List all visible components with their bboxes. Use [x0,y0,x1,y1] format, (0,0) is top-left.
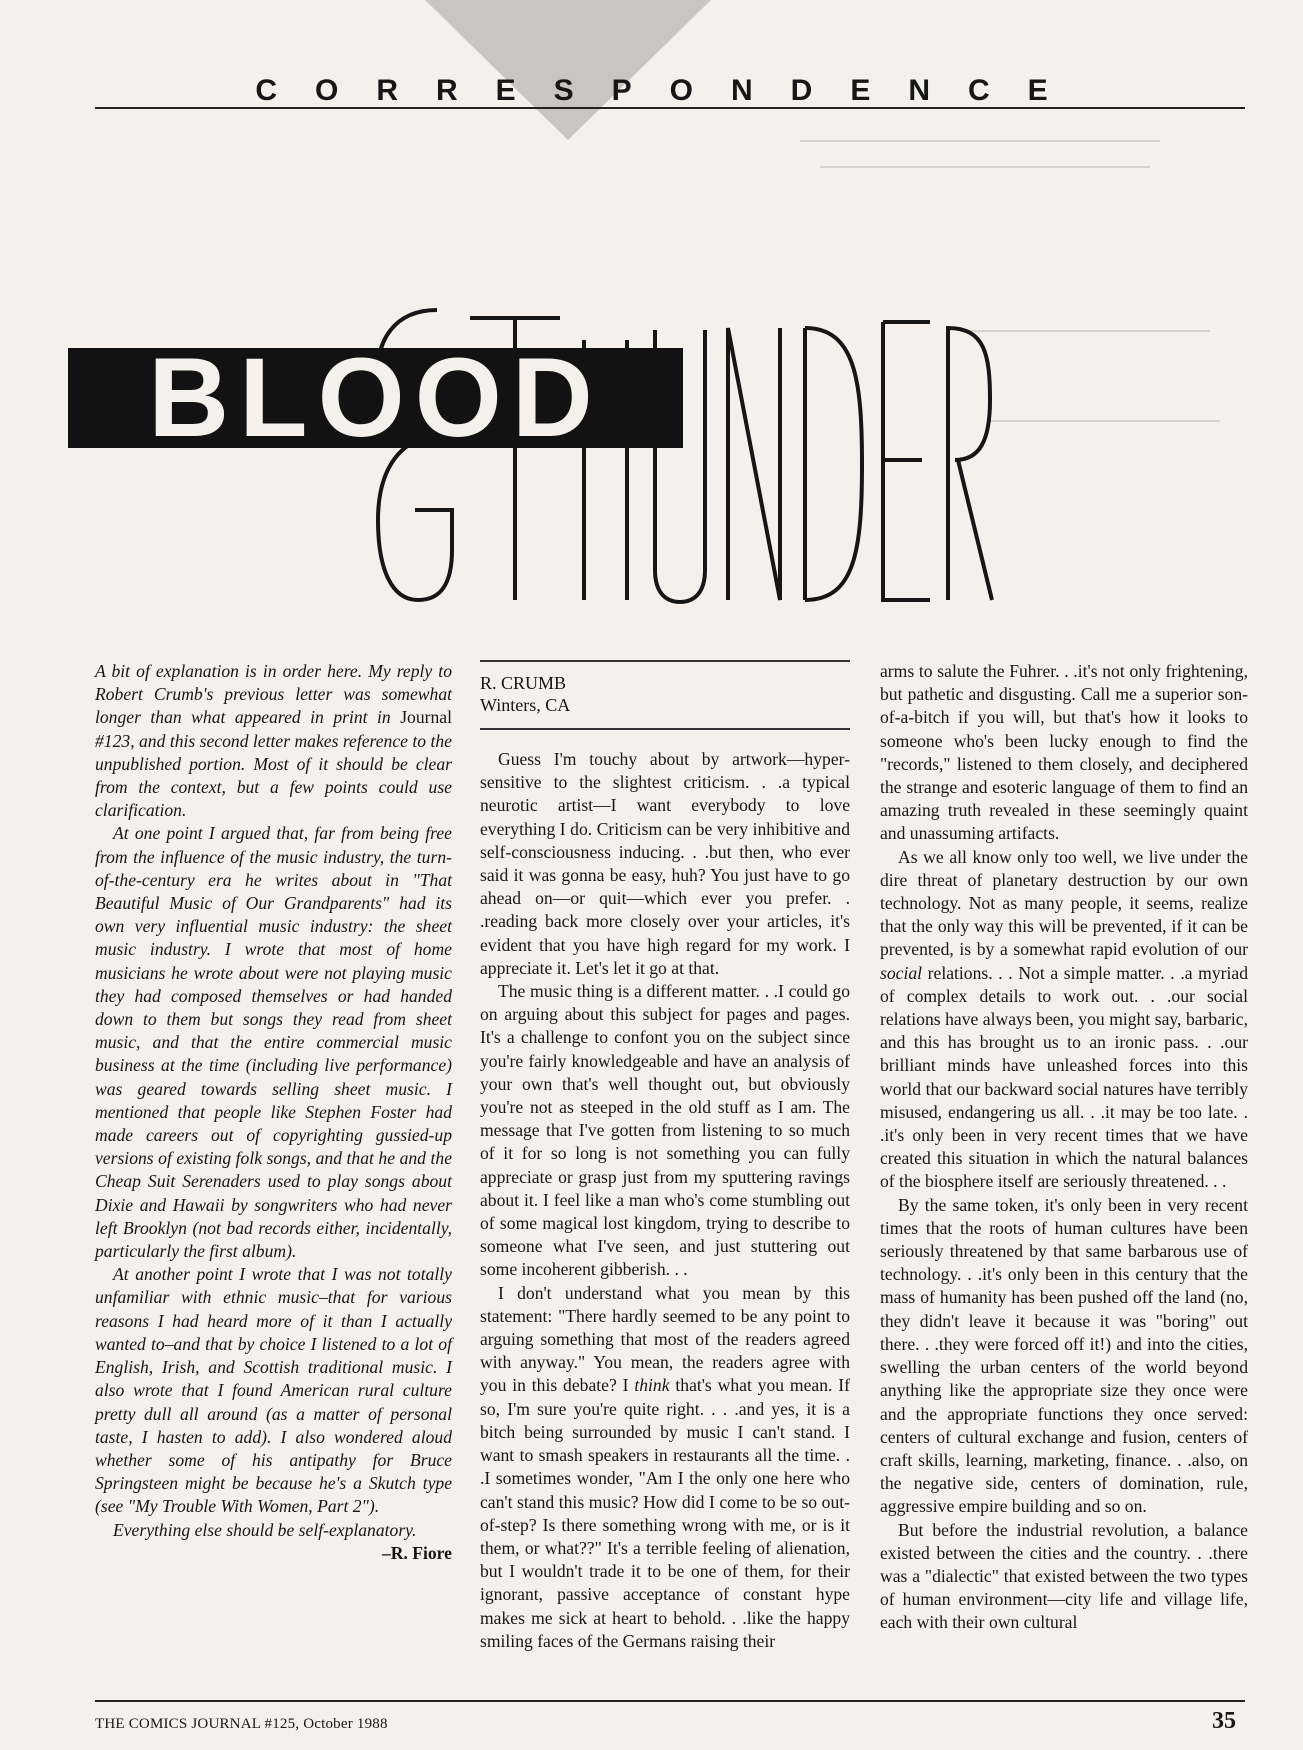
page-number: 35 [1212,1708,1236,1734]
letter-paragraph: arms to salute the Fuhrer. . .it's not only frightening, but pathetic and disgusting. Call me a superior son-of-a-bitch if you will, but that's how it looks to someone who's been lucky enough to find the "records," listened to them closely, and deciphered the strange and esoteric language of them to find an amazing truth revealed in these seemingly quaint and unassuming artifacts. [880,661,1248,844]
editor-note-paragraph: A bit of explanation is in order here. My reply to Robert Crumb's previous letter was somewhat longer than what appeared in print in Journal #123, and this second letter makes reference to the unpublished portion. Most of it should be clear from the context, but a few points could use clarification. [95,661,452,821]
header-rule [95,107,1245,109]
letter-paragraph: I don't understand what you mean by this statement: "There hardly seemed to be any point to arguing something that most of the readers agreed with anyway." You mean, the readers agree with you in this debate? I think that's what you mean. If so, I'm sure you're quite right. . . .and yes, it is a bitch being surrounded by music I can't stand. I want to smash speakers in restaurants all the time. . .I sometimes wonder, "Am I the only one here who can't stand this music? How did I come to be so out-of-step? Is there something wrong with me, or is it them, or what??" It's a terrible feeling of alienation, but I wouldn't trade it to be one of them, for their ignorant, passive acceptance of constant hype makes me sick at heart to behold. . .like the happy smiling faces of the Germans raising their [480,1282,850,1651]
letter-column-right [880,660,1248,1635]
letter-location: Winters, CA [480,695,571,715]
editor-note-column [95,660,452,1565]
decorative-wedge [425,0,711,140]
letter-byline [480,662,850,728]
letter-paragraph: Guess I'm touchy about by artwork—hyper-sensitive to the slightest criticism. . .a typical neurotic artist—I want everybody to love everything I do. Criticism can be very inhibitive and self-consciousness inducing. . .but then, who ever said it was gonna be easy, huh? You just have to go ahead on—or quit—which ever you prefer. . .reading back more closely over your articles, it's evident that you have high regard for my work. I appreciate it. Let's let it go at that. [480,749,850,978]
letter-paragraph: By the same token, it's only been in very recent times that the roots of human cultures have been seriously threatened by that same barbarous use of technology. . .it's only been in this century that the mass of humanity has been pushed off the land (no, they didn't leave it because it was "boring" out there. . .they were forced off it!) and into the cities, swelling the urban centers of the world beyond anything like the appropriate size they once were and the appropriate functions they once served: centers of cultural exchange and fusion, centers of craft skills, learning, marketing, finance. . .also, on the negative side, centers of domination, rule, aggressive empire building and so on. [880,1194,1248,1517]
publication-credit: THE COMICS JOURNAL #125, October 1988 [95,1716,388,1732]
footer-rule [95,1700,1245,1702]
bleed-through-line [820,166,1150,168]
letter-paragraph: The music thing is a different matter. . .I could go on arguing about this subject for pages and pages. It's a challenge to confont you on the subject since you're fairly knowledgeable and have an analysis of your own that's well thought out, but obviously you're not as steeped in the old stuff as I am. The message that I've gotten from listening to so much of it for so long is not something you can fully appreciate or grasp just from my sputtering ravings about it. I feel like a man who's come stumbling out of some magical lost kingdom, trying to describe to someone what I've seen, and just stuttering out some incoherent gibberish. . . [480,981,850,1280]
section-header: CORRESPONDENCE [255,74,1086,107]
title-artwork [0,300,1303,620]
bleed-through-line [800,140,1160,142]
letter-author: R. CRUMB [480,673,567,693]
editor-note-paragraph: At one point I argued that, far from being free from the influence of the music industry, the turn-of-the-century era he writes about in "That Beautiful Music of Our Grandparents" had its own very influential music industry: the sheet music industry. I wrote that most of home musicians he wrote about were not playing music they had composed themselves or had handed down to them but songs they read from sheet music, and that the entire commercial music business at the time (including live performance) was geared towards selling sheet music. I mentioned that people like Stephen Foster had made careers out of copyrighting gussied-up versions of existing folk songs, and that he and the Cheap Suit Serenaders used to play songs about Dixie and Hawaii by songwriters who had never left Brooklyn (not bad records either, incidentally, particularly the first album). [95,823,452,1262]
blood-title: BLOOD [68,348,683,448]
editor-signature: –R. Fiore [381,1542,452,1563]
letter-paragraph: As we all know only too well, we live under the dire threat of planetary destruction by our own technology. Not as many people, it seems, realize that the only way this will be prevented, if it can be prevented, is by a somewhat rapid evolution of our social relations. . . Not a simple matter. . .a myriad of complex details to work out. . .our social relations have always been, you might say, barbaric, and this has brought us to an ironic pass. . .our brilliant minds have unleashed forces into this world that our backward social natures have terribly misused, endangering us all. . .it may be too late. . .it's only been in very recent times that we have created this situation in which the natural balances of the biosphere itself are seriously threatened. . . [880,846,1248,1192]
editor-note-paragraph: At another point I wrote that I was not totally unfamiliar with ethnic music–that for various reasons I had heard more of it than I actually wanted to–and that by choice I listened to a lot of English, Irish, and Scottish traditional music. I also wrote that I found American rural culture pretty dull all around (as a matter of personal taste, I hasten to add). I also wondered aloud whether some of his antipathy for Bruce Springsteen might be because he's a Skutch type (see "My Trouble With Women, Part 2"). [95,1264,452,1517]
letter-column-left [480,660,850,1653]
editor-note-paragraph: Everything else should be self-explanatory. [113,1519,417,1540]
letter-paragraph: But before the industrial revolution, a balance existed between the cities and the country. . .there was a "dialectic" that existed between the two types of human environment—city life and village life, each with their own cultural [880,1519,1248,1633]
